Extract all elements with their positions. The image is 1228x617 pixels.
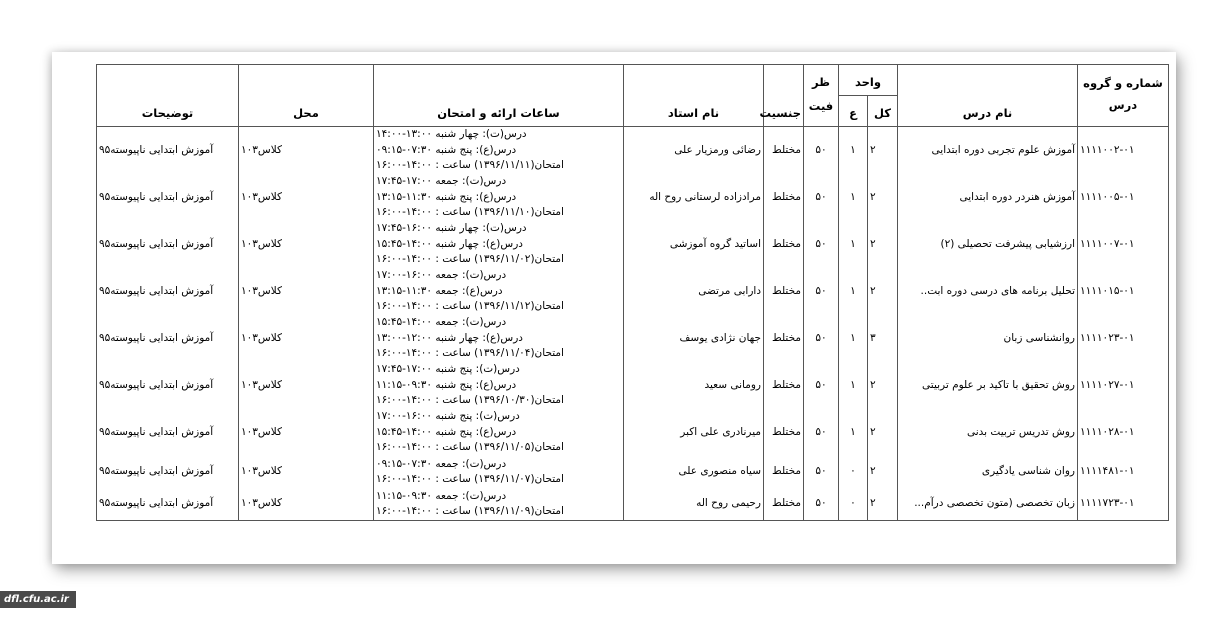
table-row — [97, 221, 1169, 268]
table-row — [97, 362, 1169, 409]
units-practical: ۰ — [839, 488, 868, 521]
units-total: ۲ — [868, 268, 898, 315]
schedule-cell — [374, 221, 624, 268]
schedule-line: امتحان(۱۳۹۶/۱۱/۰۲) ساعت : ۱۴:۰۰-۱۶:۰۰ — [376, 253, 564, 266]
location: کلاس۱۰۳ — [239, 315, 374, 362]
units-total: ۲ — [868, 174, 898, 221]
schedule-cell — [374, 488, 624, 521]
table-row — [97, 456, 1169, 488]
units-total: ۲ — [868, 127, 898, 175]
course-name: تحلیل برنامه های درسی دوره ابت.. — [898, 268, 1078, 315]
capacity: ۵۰ — [804, 174, 839, 221]
header-location: محل — [239, 65, 374, 127]
capacity: ۵۰ — [804, 409, 839, 456]
notes: آموزش ابتدایی ناپیوسته۹۵ — [97, 488, 239, 521]
notes: آموزش ابتدایی ناپیوسته۹۵ — [97, 315, 239, 362]
notes: آموزش ابتدایی ناپیوسته۹۵ — [97, 221, 239, 268]
header-capacity: ظر فیت — [804, 65, 839, 127]
course-name: ارزشیابی پیشرفت تحصیلی (۲) — [898, 221, 1078, 268]
capacity: ۵۰ — [804, 488, 839, 521]
location: کلاس۱۰۳ — [239, 174, 374, 221]
gender: مختلط — [764, 127, 804, 175]
gender: مختلط — [764, 456, 804, 488]
course-code: ۱۱۱۱۰۰۲-۰۱ — [1078, 127, 1169, 175]
schedule-line: درس(ع): چهار شنبه ۱۲:۰۰-۱۳:۰۰ — [376, 331, 523, 344]
course-code: ۱۱۱۱۰۰۵-۰۱ — [1078, 174, 1169, 221]
schedule-cell — [374, 127, 624, 175]
instructor: دارابی مرتضی — [624, 268, 764, 315]
instructor: رحیمی روح اله — [624, 488, 764, 521]
units-practical: ۰ — [839, 456, 868, 488]
units-practical: ۱ — [839, 315, 868, 362]
schedule-cell — [374, 362, 624, 409]
schedule-line: امتحان(۱۳۹۶/۱۱/۰۵) ساعت : ۱۴:۰۰-۱۶:۰۰ — [376, 441, 564, 454]
gender: مختلط — [764, 315, 804, 362]
instructor: رضائی ورمزیار علی — [624, 127, 764, 175]
schedule-line: درس(ع): جمعه ۱۱:۳۰-۱۳:۱۵ — [376, 284, 503, 297]
capacity: ۵۰ — [804, 456, 839, 488]
schedule-cell — [374, 409, 624, 456]
header-notes: توضیحات — [97, 65, 239, 127]
course-name: روان شناسی یادگیری — [898, 456, 1078, 488]
header-units-total: کل — [868, 96, 898, 127]
capacity: ۵۰ — [804, 127, 839, 175]
location: کلاس۱۰۳ — [239, 456, 374, 488]
header-instructor: نام استاد — [624, 65, 764, 127]
schedule-line: درس(ت): جمعه ۱۴:۰۰-۱۵:۴۵ — [376, 316, 507, 329]
course-name: روانشناسی زبان — [898, 315, 1078, 362]
schedule-line: درس(ع): پنج شنبه ۱۱:۳۰-۱۳:۱۵ — [376, 190, 517, 203]
gender: مختلط — [764, 174, 804, 221]
units-total: ۲ — [868, 409, 898, 456]
header-gender: جنسیت — [764, 65, 804, 127]
course-code: ۱۱۱۱۰۲۸-۰۱ — [1078, 409, 1169, 456]
capacity: ۵۰ — [804, 268, 839, 315]
schedule-line: امتحان(۱۳۹۶/۱۱/۰۷) ساعت : ۱۴:۰۰-۱۶:۰۰ — [376, 473, 564, 485]
capacity: ۵۰ — [804, 315, 839, 362]
location: کلاس۱۰۳ — [239, 488, 374, 521]
notes: آموزش ابتدایی ناپیوسته۹۵ — [97, 127, 239, 175]
units-practical: ۱ — [839, 409, 868, 456]
schedule-line: امتحان(۱۳۹۶/۱۱/۱۱) ساعت : ۱۴:۰۰-۱۶:۰۰ — [376, 159, 564, 172]
location: کلاس۱۰۳ — [239, 362, 374, 409]
table-row — [97, 315, 1169, 362]
table-row — [97, 268, 1169, 315]
schedule-line: درس(ت): پنج شنبه ۱۷:۰۰-۱۷:۴۵ — [376, 363, 520, 376]
units-total: ۲ — [868, 488, 898, 521]
notes: آموزش ابتدایی ناپیوسته۹۵ — [97, 362, 239, 409]
gender: مختلط — [764, 488, 804, 521]
location: کلاس۱۰۳ — [239, 221, 374, 268]
table-row — [97, 488, 1169, 521]
location: کلاس۱۰۳ — [239, 127, 374, 175]
table-row — [97, 174, 1169, 221]
course-name: آموزش علوم تجربی دوره ابتدایی — [898, 127, 1078, 175]
units-practical: ۱ — [839, 127, 868, 175]
units-total: ۲ — [868, 221, 898, 268]
schedule-line: امتحان(۱۳۹۶/۱۱/۱۰) ساعت : ۱۴:۰۰-۱۶:۰۰ — [376, 206, 564, 219]
units-total: ۳ — [868, 315, 898, 362]
gender: مختلط — [764, 268, 804, 315]
course-name: روش تدریس تربیت بدنی — [898, 409, 1078, 456]
course-code: ۱۱۱۱۰۲۳-۰۱ — [1078, 315, 1169, 362]
location: کلاس۱۰۳ — [239, 409, 374, 456]
capacity: ۵۰ — [804, 221, 839, 268]
course-code: ۱۱۱۱۴۸۱-۰۱ — [1078, 456, 1169, 488]
notes: آموزش ابتدایی ناپیوسته۹۵ — [97, 456, 239, 488]
gender: مختلط — [764, 362, 804, 409]
capacity: ۵۰ — [804, 362, 839, 409]
notes: آموزش ابتدایی ناپیوسته۹۵ — [97, 409, 239, 456]
units-practical: ۱ — [839, 362, 868, 409]
schedule-line: امتحان(۱۳۹۶/۱۱/۰۹) ساعت : ۱۴:۰۰-۱۶:۰۰ — [376, 505, 564, 517]
schedule-line: درس(ت): چهار شنبه ۱۶:۰۰-۱۷:۴۵ — [376, 222, 527, 235]
header-schedule: ساعات ارائه و امتحان — [374, 65, 624, 127]
schedule-line: درس(ع): پنج شنبه ۰۹:۳۰-۱۱:۱۵ — [376, 378, 517, 391]
gender: مختلط — [764, 409, 804, 456]
course-name: زبان تخصصی (متون تخصصی درآم... — [898, 488, 1078, 521]
course-code: ۱۱۱۱۰۱۵-۰۱ — [1078, 268, 1169, 315]
schedule-line: امتحان(۱۳۹۶/۱۰/۳۰) ساعت : ۱۴:۰۰-۱۶:۰۰ — [376, 394, 564, 407]
units-practical: ۱ — [839, 268, 868, 315]
instructor: اساتید گروه آموزشی — [624, 221, 764, 268]
units-practical: ۱ — [839, 221, 868, 268]
instructor: مرادزاده لرستانی روح اله — [624, 174, 764, 221]
notes: آموزش ابتدایی ناپیوسته۹۵ — [97, 268, 239, 315]
instructor: جهان نژادی یوسف — [624, 315, 764, 362]
header-code-group: شماره و گروه درس — [1078, 65, 1169, 127]
schedule-line: درس(ت): جمعه ۰۷:۳۰-۰۹:۱۵ — [376, 457, 507, 470]
schedule-cell — [374, 315, 624, 362]
header-units-practical: ع — [839, 96, 868, 127]
schedule-line: درس(ع): چهار شنبه ۱۴:۰۰-۱۵:۴۵ — [376, 237, 523, 250]
schedule-line: درس(ت): جمعه ۰۹:۳۰-۱۱:۱۵ — [376, 489, 507, 502]
location: کلاس۱۰۳ — [239, 268, 374, 315]
schedule-line: درس(ع): پنج شنبه ۰۷:۳۰-۰۹:۱۵ — [376, 143, 517, 156]
course-code: ۱۱۱۱۷۲۳-۰۱ — [1078, 488, 1169, 521]
schedule-line: درس(ت): جمعه ۱۶:۰۰-۱۷:۰۰ — [376, 269, 507, 282]
course-name: روش تحقیق با تاکید بر علوم تربیتی — [898, 362, 1078, 409]
schedule-line: درس(ع): پنج شنبه ۱۴:۰۰-۱۵:۴۵ — [376, 425, 517, 438]
table-row — [97, 409, 1169, 456]
course-name: آموزش هنردر دوره ابتدایی — [898, 174, 1078, 221]
schedule-cell — [374, 456, 624, 488]
instructor: میرنادری علی اکبر — [624, 409, 764, 456]
site-watermark: dfl.cfu.ac.ir — [0, 591, 76, 608]
units-practical: ۱ — [839, 174, 868, 221]
units-total: ۲ — [868, 456, 898, 488]
schedule-cell — [374, 174, 624, 221]
gender: مختلط — [764, 221, 804, 268]
course-schedule-table — [96, 64, 1169, 521]
header-units: واحد — [839, 65, 898, 96]
course-code: ۱۱۱۱۰۰۷-۰۱ — [1078, 221, 1169, 268]
document-page — [52, 52, 1176, 564]
schedule-line: امتحان(۱۳۹۶/۱۱/۱۲) ساعت : ۱۴:۰۰-۱۶:۰۰ — [376, 300, 564, 313]
instructor: سیاه منصوری علی — [624, 456, 764, 488]
schedule-line: درس(ت): چهار شنبه ۱۳:۰۰-۱۴:۰۰ — [376, 128, 527, 141]
schedule-line: درس(ت): پنج شنبه ۱۶:۰۰-۱۷:۰۰ — [376, 410, 520, 423]
units-total: ۲ — [868, 362, 898, 409]
schedule-cell — [374, 268, 624, 315]
header-course-name: نام درس — [898, 65, 1078, 127]
table-row — [97, 127, 1169, 175]
course-code: ۱۱۱۱۰۲۷-۰۱ — [1078, 362, 1169, 409]
instructor: رومانی سعید — [624, 362, 764, 409]
schedule-line: امتحان(۱۳۹۶/۱۱/۰۴) ساعت : ۱۴:۰۰-۱۶:۰۰ — [376, 347, 564, 360]
notes: آموزش ابتدایی ناپیوسته۹۵ — [97, 174, 239, 221]
schedule-line: درس(ت): جمعه ۱۷:۰۰-۱۷:۴۵ — [376, 175, 507, 188]
